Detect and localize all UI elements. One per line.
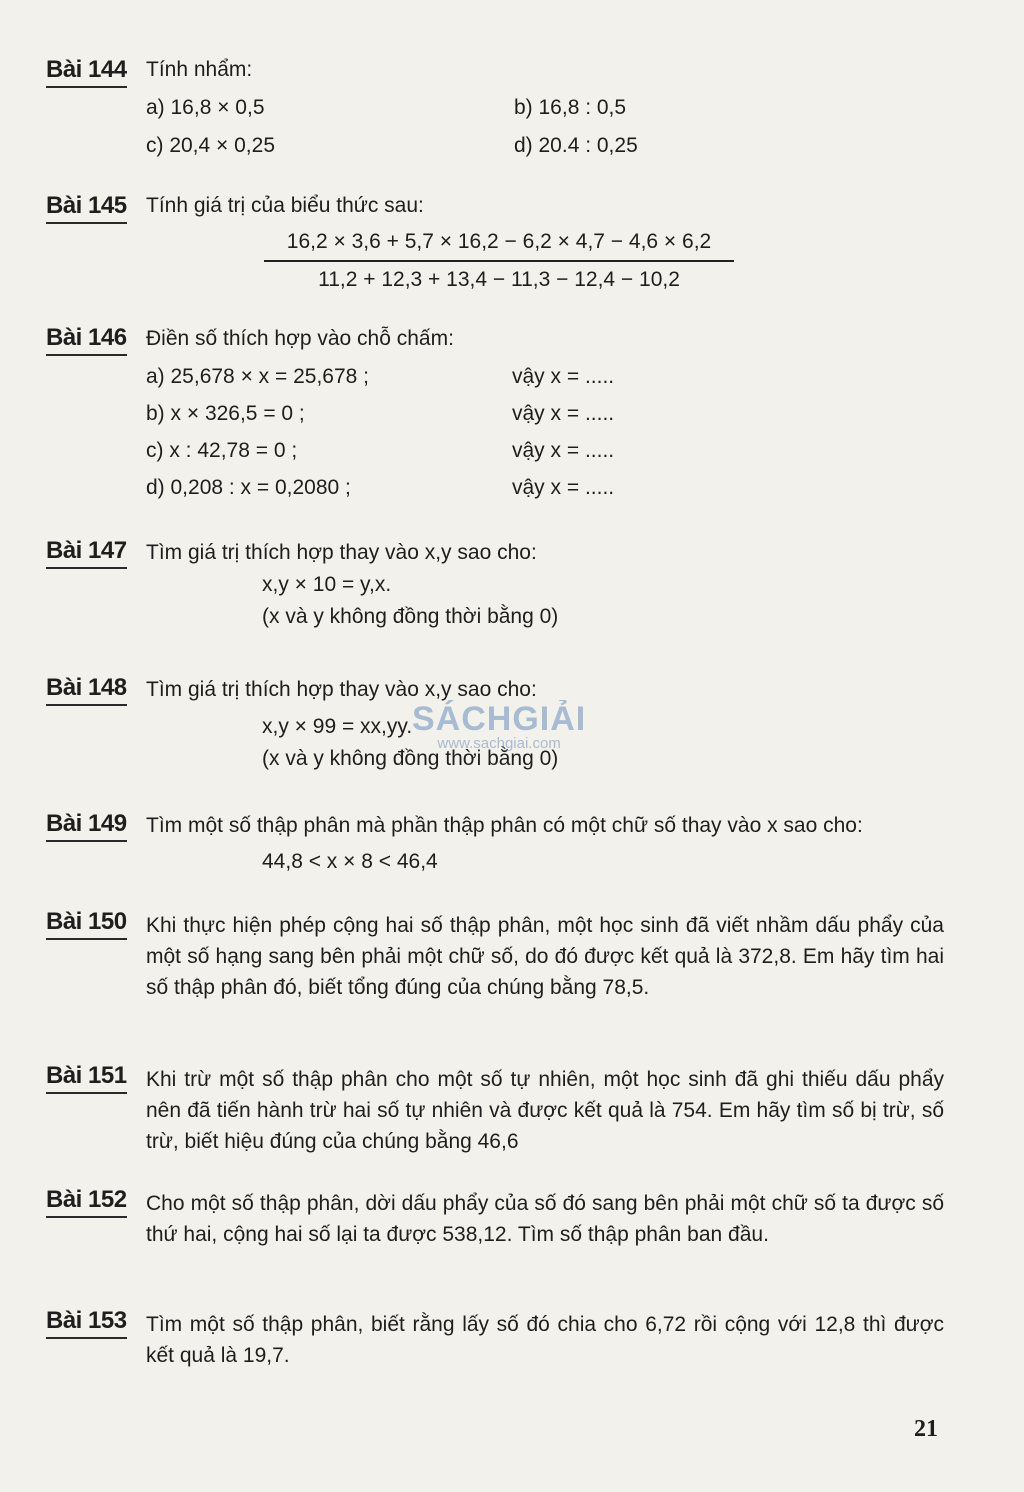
sachgiai-watermark bbox=[412, 700, 586, 752]
equation: x,y × 10 = y,x. bbox=[262, 573, 392, 596]
problem-text: Tìm một số thập phân, biết rằng lấy số đó chia cho 6,72 rồi cộng với 12,8 thì được kết quả là 19,7. bbox=[146, 1313, 944, 1367]
problem-text: Khi thực hiện phép cộng hai số thập phân, một học sinh đã viết nhầm dấu phẩy của một số hạng sang bên phải một chữ số, do đó được kết quả là 372,8. Em hãy tìm hai số thập phân đó, biết tổng đúng của chúng bằng 78,5. bbox=[146, 914, 944, 999]
item-d: d) 20.4 : 0,25 bbox=[514, 134, 638, 157]
watermark-brand: SÁCHGIẢI bbox=[412, 700, 587, 738]
answer-blank-b: vậy x = ..... bbox=[512, 402, 615, 425]
item-b: b) 16,8 : 0,5 bbox=[514, 96, 627, 119]
problem-text: Cho một số thập phân, dời dấu phẩy của số đó sang bên phải một chữ số ta được số thứ hai, cộng hai số lại ta được 538,12. Tìm số thập phân ban đầu. bbox=[146, 1192, 944, 1246]
problem-label: Bài 151 bbox=[46, 1062, 127, 1094]
problem-prompt: Tính nhẩm: bbox=[146, 58, 253, 81]
problem-prompt: Tính giá trị của biểu thức sau: bbox=[146, 194, 424, 217]
inequality: 44,8 < x × 8 < 46,4 bbox=[262, 850, 438, 873]
answer-blank-d: vậy x = ..... bbox=[512, 476, 615, 499]
problem-content bbox=[146, 54, 944, 162]
problem-text: Khi trừ một số thập phân cho một số tự nhiên, một học sinh đã ghi thiếu dấu phẩy nên đã tiến hành trừ hai số tự nhiên và được kết quả là 754. Em hãy tìm số bị trừ, số trừ, biết hiệu đúng của chúng bằng 46,6 bbox=[146, 1068, 944, 1153]
watermark-url: www.sachgiai.com bbox=[437, 735, 561, 752]
problem-label: Bài 148 bbox=[46, 674, 127, 706]
fraction-numerator: 16,2 × 3,6 + 5,7 × 16,2 − 6,2 × 4,7 − 4,6 × 6,2 bbox=[264, 226, 734, 262]
page-number: 21 bbox=[914, 1416, 938, 1442]
equation-b: b) x × 326,5 = 0 ; bbox=[146, 402, 305, 425]
equation-c: c) x : 42,78 = 0 ; bbox=[146, 439, 298, 462]
problem-label: Bài 150 bbox=[46, 908, 127, 940]
problem-label: Bài 147 bbox=[46, 537, 127, 569]
problem-prompt: Tìm một số thập phân mà phần thập phân có một chữ số thay vào x sao cho: bbox=[146, 814, 863, 837]
equation: x,y × 99 = xx,yy. bbox=[262, 715, 413, 738]
problem-prompt: Tìm giá trị thích hợp thay vào x,y sao cho: bbox=[146, 678, 537, 701]
fraction-denominator: 11,2 + 12,3 + 13,4 − 11,3 − 12,4 − 10,2 bbox=[318, 268, 680, 291]
equation-d: d) 0,208 : x = 0,2080 ; bbox=[146, 476, 351, 499]
answer-grid bbox=[146, 92, 944, 162]
problem-content bbox=[146, 537, 944, 633]
problem-label: Bài 149 bbox=[46, 810, 127, 842]
problem-content bbox=[146, 190, 944, 296]
problem-label: Bài 145 bbox=[46, 192, 127, 224]
condition-note: (x và y không đồng thời bằng 0) bbox=[262, 605, 559, 628]
fraction-expression bbox=[264, 226, 734, 296]
item-c: c) 20,4 × 0,25 bbox=[146, 134, 276, 157]
problem-label: Bài 152 bbox=[46, 1186, 127, 1218]
answer-blank-a: vậy x = ..... bbox=[512, 365, 615, 388]
item-a: a) 16,8 × 0,5 bbox=[146, 96, 265, 119]
problem-prompt: Tìm giá trị thích hợp thay vào x,y sao cho: bbox=[146, 541, 537, 564]
answer-blank-c: vậy x = ..... bbox=[512, 439, 615, 462]
problem-content bbox=[146, 810, 944, 878]
equation-a: a) 25,678 × x = 25,678 ; bbox=[146, 365, 370, 388]
problem-label: Bài 144 bbox=[46, 56, 127, 88]
fill-in-grid bbox=[146, 361, 944, 504]
problem-label: Bài 146 bbox=[46, 324, 127, 356]
problem-content bbox=[146, 323, 944, 504]
problem-prompt: Điền số thích hợp vào chỗ chấm: bbox=[146, 327, 454, 350]
condition-note: (x và y không đồng thời bằng 0) bbox=[262, 747, 559, 770]
problem-label: Bài 153 bbox=[46, 1307, 127, 1339]
